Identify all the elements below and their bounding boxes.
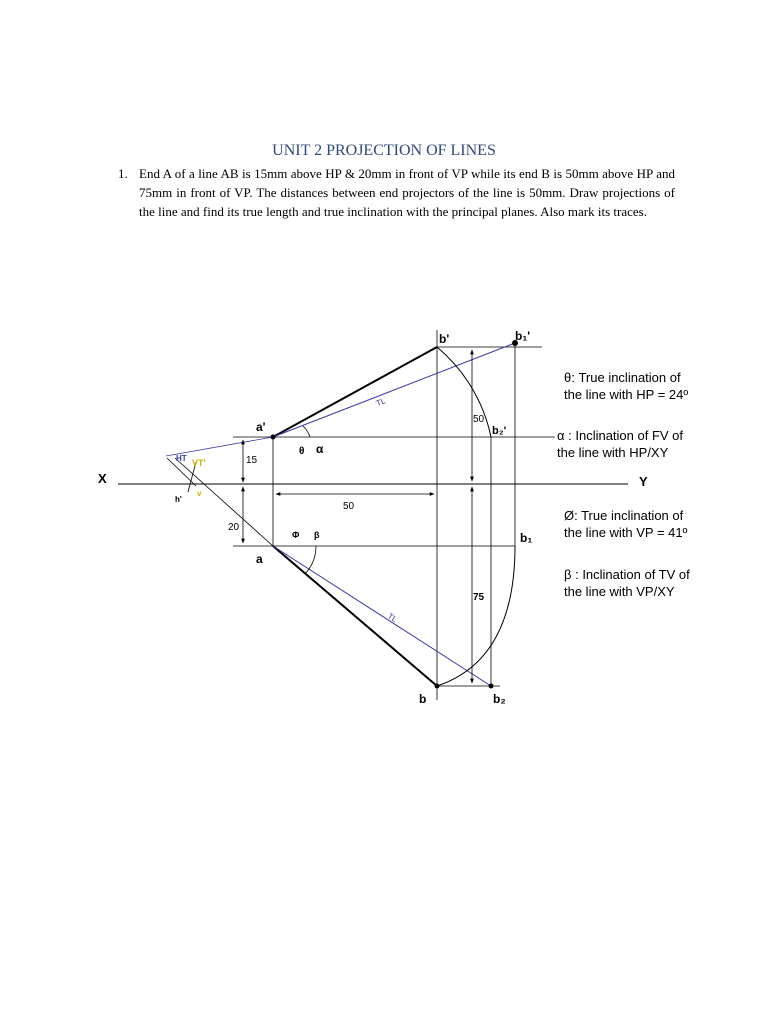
dim-label-75: 75 (473, 592, 485, 603)
label-a-dash: a' (256, 420, 266, 434)
dim-label-50-horizontal: 50 (343, 501, 355, 512)
top-view-line (273, 546, 437, 686)
true-length-top (273, 546, 491, 686)
label-h-dash: h' (175, 495, 182, 504)
point-a-dash (271, 435, 276, 440)
label-b1-dash: b₁' (515, 329, 531, 343)
label-tl-top: TL (385, 611, 399, 625)
note-theta-line1: θ: True inclination of (564, 370, 681, 385)
dim-label-15: 15 (246, 455, 258, 466)
label-beta: β (314, 530, 320, 540)
label-ht: HT (176, 454, 187, 463)
point-b2 (489, 684, 494, 689)
page-title: UNIT 2 PROJECTION OF LINES (272, 142, 496, 159)
label-alpha: α (316, 442, 324, 456)
label-phi: Φ (292, 530, 300, 540)
note-phi-line2: the line with VP = 41º (564, 525, 688, 540)
label-x: X (98, 471, 107, 486)
question-number: 1. (118, 166, 128, 181)
label-a: a (256, 552, 263, 566)
label-theta: θ (299, 446, 305, 457)
note-beta-line2: the line with VP/XY (564, 584, 675, 599)
note-theta-line2: the line with HP = 24º (564, 387, 689, 402)
dim-label-50-vertical: 50 (473, 414, 485, 425)
note-alpha-line2: the line with HP/XY (557, 445, 669, 460)
note-beta-line1: β : Inclination of TV of (564, 567, 690, 582)
front-view-line (273, 347, 437, 437)
label-b2-dash: b₂' (492, 425, 507, 437)
label-b-dash: b' (439, 332, 450, 346)
rotation-arc-top (437, 546, 515, 686)
dim-label-20: 20 (228, 522, 240, 533)
label-tl-front: TL (374, 396, 387, 409)
note-phi-line1: Ø: True inclination of (564, 508, 684, 523)
label-y: Y (639, 474, 648, 489)
label-v: v (197, 489, 202, 498)
note-alpha-line1: α : Inclination of FV of (557, 428, 684, 443)
label-b: b (419, 692, 427, 706)
trace-extension-top (175, 458, 273, 546)
question-text: End A of a line AB is 15mm above HP & 20mm in front of VP while its end B is 50mm above HP and 75mm in front of VP. The distances between end projectors of the line is 50mm. Draw projections of the line and find its true length and true inclination with the principal planes. Also mark its traces. (139, 166, 675, 219)
label-b1: b₁ (520, 531, 533, 545)
point-b (435, 684, 440, 689)
label-vt: VT' (192, 458, 206, 468)
label-b2: b₂ (493, 692, 506, 706)
angle-arc-theta (303, 426, 310, 437)
